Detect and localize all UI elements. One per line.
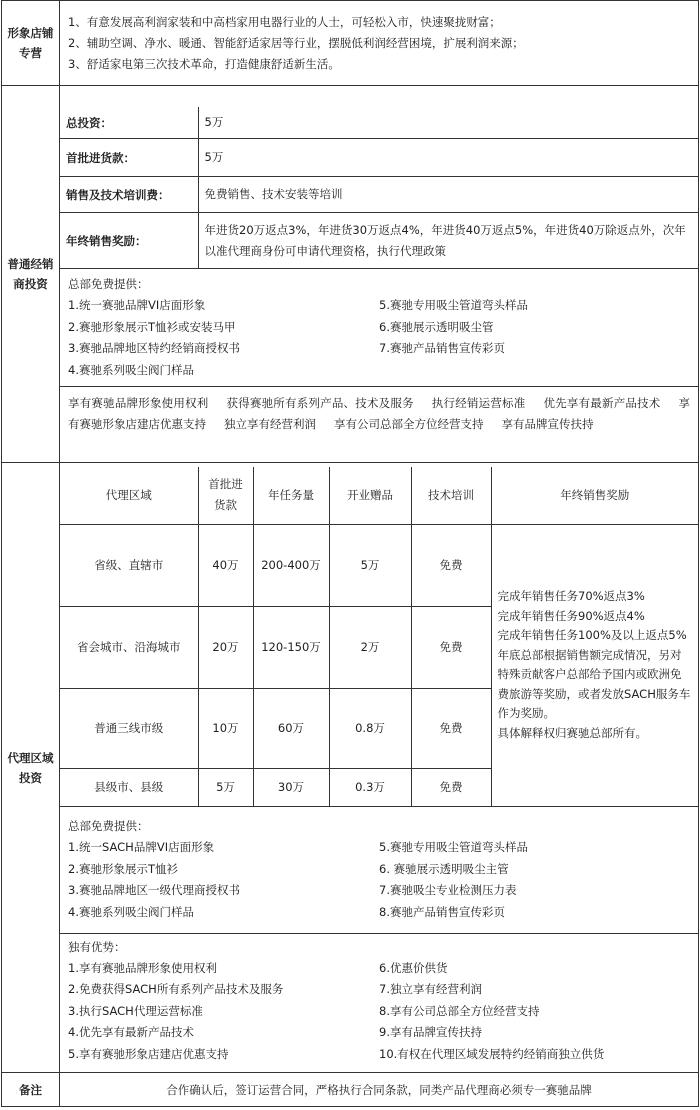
agency-free-provision <box>60 806 698 933</box>
agency-region: 普通三线市级 <box>60 688 198 768</box>
list-item: 2.赛驰形象展示T恤衫或安装马甲 <box>68 319 236 334</box>
benefit-item: 执行经销运营标准 <box>431 396 526 411</box>
benefit-item: 享有品牌宣传扶持 <box>501 417 594 432</box>
list-item: 4.赛驰系列吸尘阀门样品 <box>68 904 194 919</box>
agency-region: 县级市、县级 <box>60 768 198 806</box>
dealer-row-key: 年终销售奖励： <box>60 213 198 269</box>
list-item: 4.优先享有最新产品技术 <box>68 1025 194 1039</box>
list-item: 6.赛驰展示透明吸尘管 <box>379 319 494 334</box>
remark-text: 合作确认后，签订运营合同，严格执行合同条款，同类产品代理商必须专一赛驰品牌 <box>60 1073 699 1107</box>
list-item: 1.统一SACH品牌VI店面形象 <box>68 840 215 854</box>
agency-section-content <box>60 463 699 1073</box>
list-item: 1.统一赛驰品牌VI店面形象 <box>68 298 206 313</box>
agency-annual-reward <box>491 524 698 806</box>
dealer-row-value: 5万 <box>198 107 698 139</box>
dealer-row-value: 年进货20万返点3%，年进货30万返点4%，年进货40万返点5%，年进货40万除返点外，次年以准代理商身份可申请代理资格，执行代理政策 <box>198 213 698 269</box>
list-item: 2.免费获得SACH所有系列产品技术及服务 <box>68 982 284 996</box>
list-item: 7.赛驰产品销售宣传彩页 <box>379 341 505 356</box>
agency-annual-task: 60万 <box>253 688 329 768</box>
agency-section-label: 代理区域投资 <box>2 463 60 1073</box>
agency-first-payment: 10万 <box>198 688 253 768</box>
agency-first-payment: 40万 <box>198 524 253 606</box>
column-header: 首批进货款 <box>198 467 253 524</box>
list-item: 10.有权在代理区域发展特约经销商独立供货 <box>379 1046 605 1061</box>
list-item: 1.享有赛驰品牌形象使用权利 <box>68 960 217 975</box>
agency-first-payment: 5万 <box>198 768 253 806</box>
dealer-inner-table <box>60 107 698 442</box>
agency-training: 免费 <box>411 768 491 806</box>
dealer-benefits <box>60 387 698 442</box>
dealer-row-key: 首批进货款： <box>60 139 198 177</box>
store-section-content <box>60 1 699 86</box>
store-line: 2、辅助空调、净水、暖通、智能舒适家居等行业，摆脱低利润经营困境，扩展利润来源； <box>68 35 524 50</box>
list-item: 8.享有公司总部全方位经营支持 <box>379 1003 540 1018</box>
column-header: 年任务量 <box>253 467 329 524</box>
list-item: 5.享有赛驰形象店建店优惠支持 <box>68 1046 229 1061</box>
list-item: 5.赛驰专用吸尘管道弯头样品 <box>379 298 528 313</box>
agency-opening-gift: 0.3万 <box>329 768 411 806</box>
agency-header-row <box>60 467 698 524</box>
dealer-row <box>60 213 698 269</box>
column-header: 代理区域 <box>60 467 198 524</box>
agency-annual-task: 30万 <box>253 768 329 806</box>
store-section-label: 形象店铺专营 <box>2 1 60 86</box>
agency-free-title: 总部免费提供： <box>68 819 149 833</box>
agency-region: 省级、直辖市 <box>60 524 198 606</box>
list-item: 8.赛驰产品销售宣传彩页 <box>379 904 505 919</box>
benefit-item: 获得赛驰所有系列产品、技术及服务 <box>226 396 414 411</box>
dealer-row <box>60 107 698 139</box>
benefit-item: 享有赛驰品牌形象使用权利 <box>68 396 209 411</box>
benefit-item: 独立享有经营利润 <box>224 417 316 432</box>
dealer-row-key: 总投资： <box>60 107 198 139</box>
list-item: 6.优惠价供货 <box>379 960 448 975</box>
agency-training: 免费 <box>411 606 491 688</box>
list-item: 3.执行SACH代理运营标准 <box>68 1003 203 1018</box>
agency-opening-gift: 0.8万 <box>329 688 411 768</box>
list-item: 6. 赛驰展示透明吸尘主管 <box>379 861 509 876</box>
dealer-row-value: 5万 <box>198 139 698 177</box>
agency-free-list <box>68 837 690 923</box>
list-item: 2.赛驰形象展示T恤衫 <box>68 861 178 876</box>
agency-training: 免费 <box>411 524 491 606</box>
agency-first-payment: 20万 <box>198 606 253 688</box>
list-item: 9.享有品牌宣传扶持 <box>379 1025 482 1039</box>
store-line: 3、舒适家电第三次技术革命，打造健康舒适新生活。 <box>68 56 340 71</box>
dealer-row-value: 免费销售、技术安装等培训 <box>198 177 698 213</box>
remark-label: 备注 <box>2 1073 60 1107</box>
column-header: 技术培训 <box>411 467 491 524</box>
benefit-item: 享有赛驰形象店建店优惠支持 <box>68 396 691 432</box>
list-item: 7.独立享有经营利润 <box>379 982 482 996</box>
dealer-row <box>60 177 698 213</box>
column-header: 年终销售奖励 <box>491 467 698 524</box>
benefit-item: 享有公司总部全方位经营支持 <box>334 417 484 432</box>
column-header: 开业赠品 <box>329 467 411 524</box>
store-line: 1、有意发展高利润家装和中高档家用电器行业的人士，可轻松入市，快速聚拢财富； <box>68 14 501 29</box>
dealer-section-label: 普通经销商投资 <box>2 86 60 463</box>
dealer-row <box>60 139 698 177</box>
agency-opening-gift: 2万 <box>329 606 411 688</box>
agency-training: 免费 <box>411 688 491 768</box>
dealer-row-key: 销售及技术培训费： <box>60 177 198 213</box>
agency-annual-task: 200-400万 <box>253 524 329 606</box>
agency-reward-text: 完成年销售任务70%返点3% 完成年销售任务90%返点4% 完成年销售任务100%及以上返点5% 年底总部根据销售额完成情况，另对特殊贡献客户总部给予国内或欧洲免费旅游等奖励，或者发放SACH服务车作为奖励。 具体解释权归赛驰总部所有。 <box>497 589 691 740</box>
list-item: 4.赛驰系列吸尘阀门样品 <box>68 362 194 377</box>
table-row <box>60 524 698 606</box>
agency-region: 省会城市、沿海城市 <box>60 606 198 688</box>
agency-annual-task: 120-150万 <box>253 606 329 688</box>
dealer-free-title: 总部免费提供： <box>68 277 149 292</box>
dealer-free-list <box>68 295 690 381</box>
agency-advantages-list <box>68 958 690 1066</box>
list-item: 3.赛驰品牌地区一级代理商授权书 <box>68 883 240 897</box>
list-item: 3.赛驰品牌地区特约经销商授权书 <box>68 341 240 356</box>
list-item: 5.赛驰专用吸尘管道弯头样品 <box>379 840 528 854</box>
agency-inner-table <box>60 467 698 1068</box>
agency-advantages-title: 独有优势： <box>68 939 126 954</box>
agency-opening-gift: 5万 <box>329 524 411 606</box>
benefit-item: 优先享有最新产品技术 <box>543 396 661 411</box>
dealer-free-provision <box>60 269 698 387</box>
dealer-section-content <box>60 86 699 463</box>
investment-policy-table <box>1 0 699 1107</box>
agency-advantages <box>60 933 698 1068</box>
list-item: 7.赛驰吸尘专业检测压力表 <box>379 883 517 897</box>
